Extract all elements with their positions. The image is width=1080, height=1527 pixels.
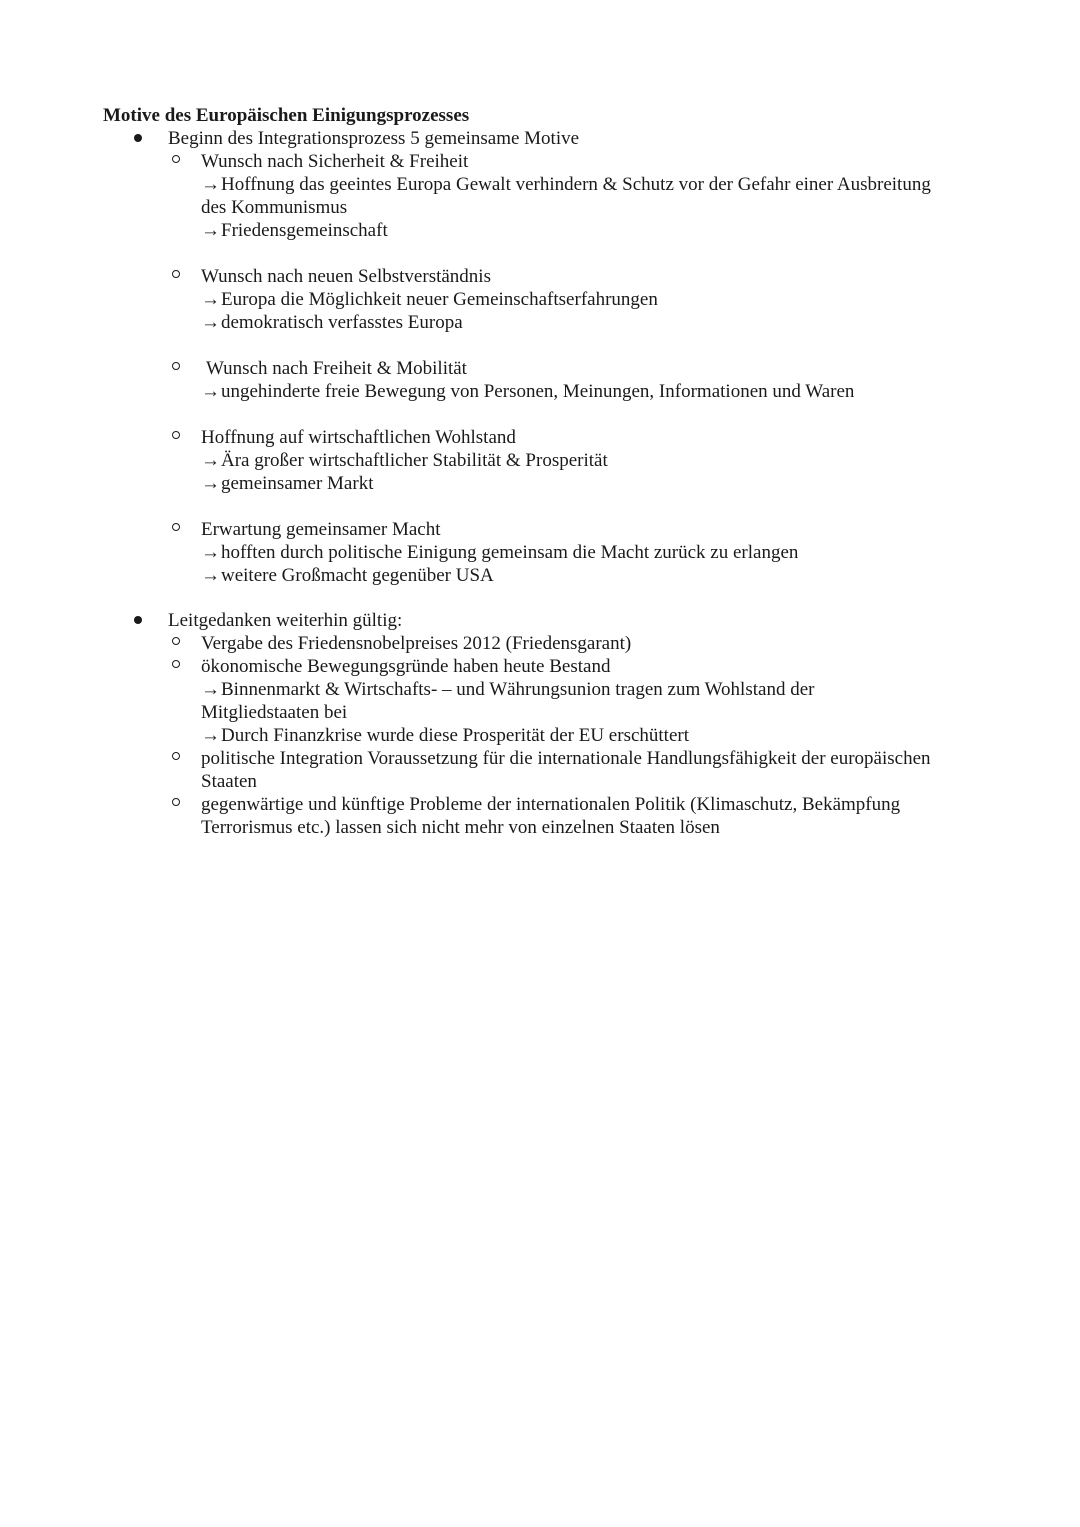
motive-detail: →hofften durch politische Einigung gemeinsam die Macht zurück zu erlangen	[201, 542, 799, 563]
motive-detail: →weitere Großmacht gegenüber USA	[201, 565, 494, 586]
bullet-circle	[172, 752, 180, 760]
page-title: Motive des Europäischen Einigungsprozesses	[103, 105, 470, 126]
motive-detail: →Europa die Möglichkeit neuer Gemeinschaftserfahrungen	[201, 289, 658, 310]
section1-intro: Beginn des Integrationsprozess 5 gemeinsame Motive	[168, 128, 580, 149]
motive-detail: →Friedensgemeinschaft	[201, 220, 388, 241]
bullet-circle	[172, 637, 180, 645]
arrow-right-icon: →	[201, 542, 220, 563]
bullet-circle	[172, 798, 180, 806]
bullet-circle	[172, 523, 180, 531]
arrow-right-icon: →	[201, 220, 220, 241]
list-item-continued: Staaten	[201, 771, 257, 792]
bullet-dot	[134, 134, 142, 142]
bullet-circle	[172, 270, 180, 278]
bullet-circle	[172, 660, 180, 668]
motive-detail: →Ära großer wirtschaftlicher Stabilität & Prosperität	[201, 450, 608, 471]
arrow-right-icon: →	[201, 450, 220, 471]
bullet-dot	[134, 616, 142, 624]
motive-detail: →ungehinderte freie Bewegung von Personen, Meinungen, Informationen und Waren	[201, 381, 855, 402]
list-item-detail: →Durch Finanzkrise wurde diese Prosperität der EU erschüttert	[201, 725, 689, 746]
bullet-circle	[172, 431, 180, 439]
section2-intro: Leitgedanken weiterhin gültig:	[168, 610, 403, 631]
motive-heading: Wunsch nach Freiheit & Mobilität	[206, 358, 467, 379]
motive-detail-continued: des Kommunismus	[201, 197, 348, 218]
list-item-detail: →Binnenmarkt & Wirtschafts- – und Währungsunion tragen zum Wohlstand der	[201, 679, 815, 700]
motive-detail: →gemeinsamer Markt	[201, 473, 374, 494]
motive-detail: →Hoffnung das geeintes Europa Gewalt verhindern & Schutz vor der Gefahr einer Ausbreitung	[201, 174, 931, 195]
arrow-right-icon: →	[201, 174, 220, 195]
motive-heading: Hoffnung auf wirtschaftlichen Wohlstand	[201, 427, 516, 448]
list-item-continued: Terrorismus etc.) lassen sich nicht mehr von einzelnen Staaten lösen	[201, 817, 720, 838]
list-item: politische Integration Voraussetzung für die internationale Handlungsfähigkeit der europäischen	[201, 748, 931, 769]
list-item: Vergabe des Friedensnobelpreises 2012 (Friedensgarant)	[201, 633, 632, 654]
motive-detail: →demokratisch verfasstes Europa	[201, 312, 463, 333]
arrow-right-icon: →	[201, 473, 220, 494]
list-item-detail-continued: Mitgliedstaaten bei	[201, 702, 348, 723]
list-item: ökonomische Bewegungsgründe haben heute Bestand	[201, 656, 611, 677]
arrow-right-icon: →	[201, 725, 220, 746]
arrow-right-icon: →	[201, 381, 220, 402]
arrow-right-icon: →	[201, 679, 220, 700]
bullet-circle	[172, 362, 180, 370]
arrow-right-icon: →	[201, 312, 220, 333]
arrow-right-icon: →	[201, 289, 220, 310]
arrow-right-icon: →	[201, 565, 220, 586]
bullet-circle	[172, 155, 180, 163]
motive-heading: Wunsch nach Sicherheit & Freiheit	[201, 151, 469, 172]
list-item: gegenwärtige und künftige Probleme der internationalen Politik (Klimaschutz, Bekämpfung	[201, 794, 901, 815]
motive-heading: Erwartung gemeinsamer Macht	[201, 519, 441, 540]
motive-heading: Wunsch nach neuen Selbstverständnis	[201, 266, 491, 287]
